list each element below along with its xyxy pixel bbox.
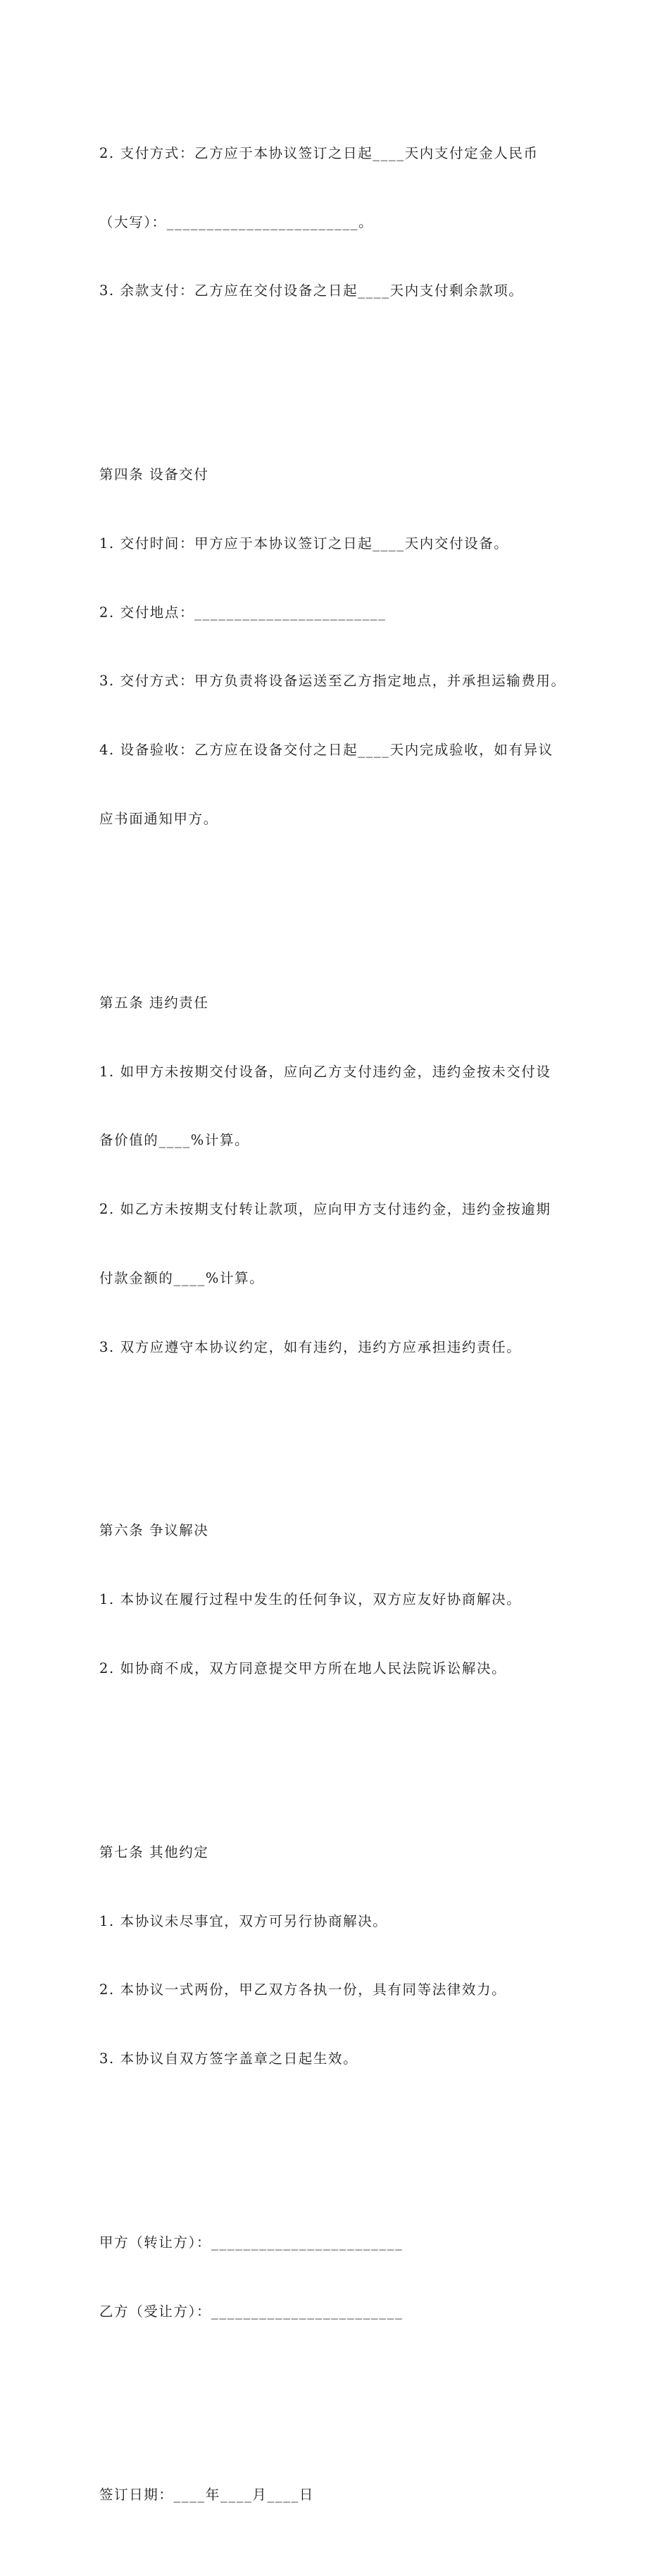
- buyer-breach-clause-line1: 2. 如乙方未按期支付转让款项，应向甲方支付违约金，违约金按逾期: [99, 1201, 551, 1218]
- payment-method-clause-line1: 2. 支付方式：乙方应于本协议签订之日起____天内支付定金人民币: [99, 144, 539, 161]
- delivery-location-clause: 2. 交付地点：________________________: [99, 604, 387, 621]
- seller-breach-clause-line2: 备价值的____%计算。: [99, 1132, 250, 1149]
- acceptance-clause-line2: 应书面通知甲方。: [99, 811, 218, 827]
- effective-clause: 3. 本协议自双方签字盖章之日起生效。: [99, 2051, 358, 2067]
- section-spacer: [99, 900, 585, 923]
- party-b-signature-line: 乙方（受让方）：________________________: [99, 2303, 404, 2320]
- party-a-signature-line: 甲方（转让方）：________________________: [99, 2234, 404, 2251]
- acceptance-clause-line1: 4. 设备验收：乙方应在设备交付之日起____天内完成验收，如有异议: [99, 742, 554, 759]
- copies-clause: 2. 本协议一式两份，甲乙双方各执一份，具有同等法律效力。: [99, 1981, 507, 1998]
- section-spacer: [99, 2139, 585, 2163]
- section-spacer: [99, 1749, 585, 1772]
- section-spacer: [99, 1428, 585, 1451]
- dispute-negotiation-clause: 1. 本协议在履行过程中发生的任何争议，双方应友好协商解决。: [99, 1591, 522, 1608]
- article7-heading: 第七条 其他约定: [99, 1843, 209, 1860]
- delivery-method-clause: 3. 交付方式：甲方负责将设备运送至乙方指定地点，并承担运输费用。: [99, 673, 566, 690]
- delivery-time-clause: 1. 交付时间：甲方应于本协议签订之日起____天内交付设备。: [99, 535, 509, 552]
- seller-breach-clause-line1: 1. 如甲方未按期交付设备，应向乙方支付违约金，违约金按未交付设: [99, 1063, 551, 1080]
- buyer-breach-clause-line2: 付款金额的____%计算。: [99, 1269, 265, 1286]
- general-breach-clause: 3. 双方应遵守本协议约定，如有违约，违约方应承担违约责任。: [99, 1338, 522, 1355]
- dispute-litigation-clause: 2. 如协商不成，双方同意提交甲方所在地人民法院诉讼解决。: [99, 1660, 507, 1676]
- section-spacer: [99, 372, 585, 395]
- payment-method-clause-line2: （大写）：________________________。: [99, 213, 374, 230]
- article4-heading: 第四条 设备交付: [99, 466, 209, 483]
- article6-heading: 第六条 争议解决: [99, 1522, 209, 1539]
- other-matters-clause: 1. 本协议未尽事宜，双方可另行协商解决。: [99, 1912, 388, 1929]
- signing-date-line: 签订日期：____年____月____日: [99, 2487, 314, 2503]
- agreement-body: [99, 73, 585, 2576]
- section-spacer: [99, 2392, 585, 2415]
- balance-payment-clause: 3. 余款支付：乙方应在交付设备之日起____天内支付剩余款项。: [99, 282, 524, 299]
- article5-heading: 第五条 违约责任: [99, 994, 209, 1011]
